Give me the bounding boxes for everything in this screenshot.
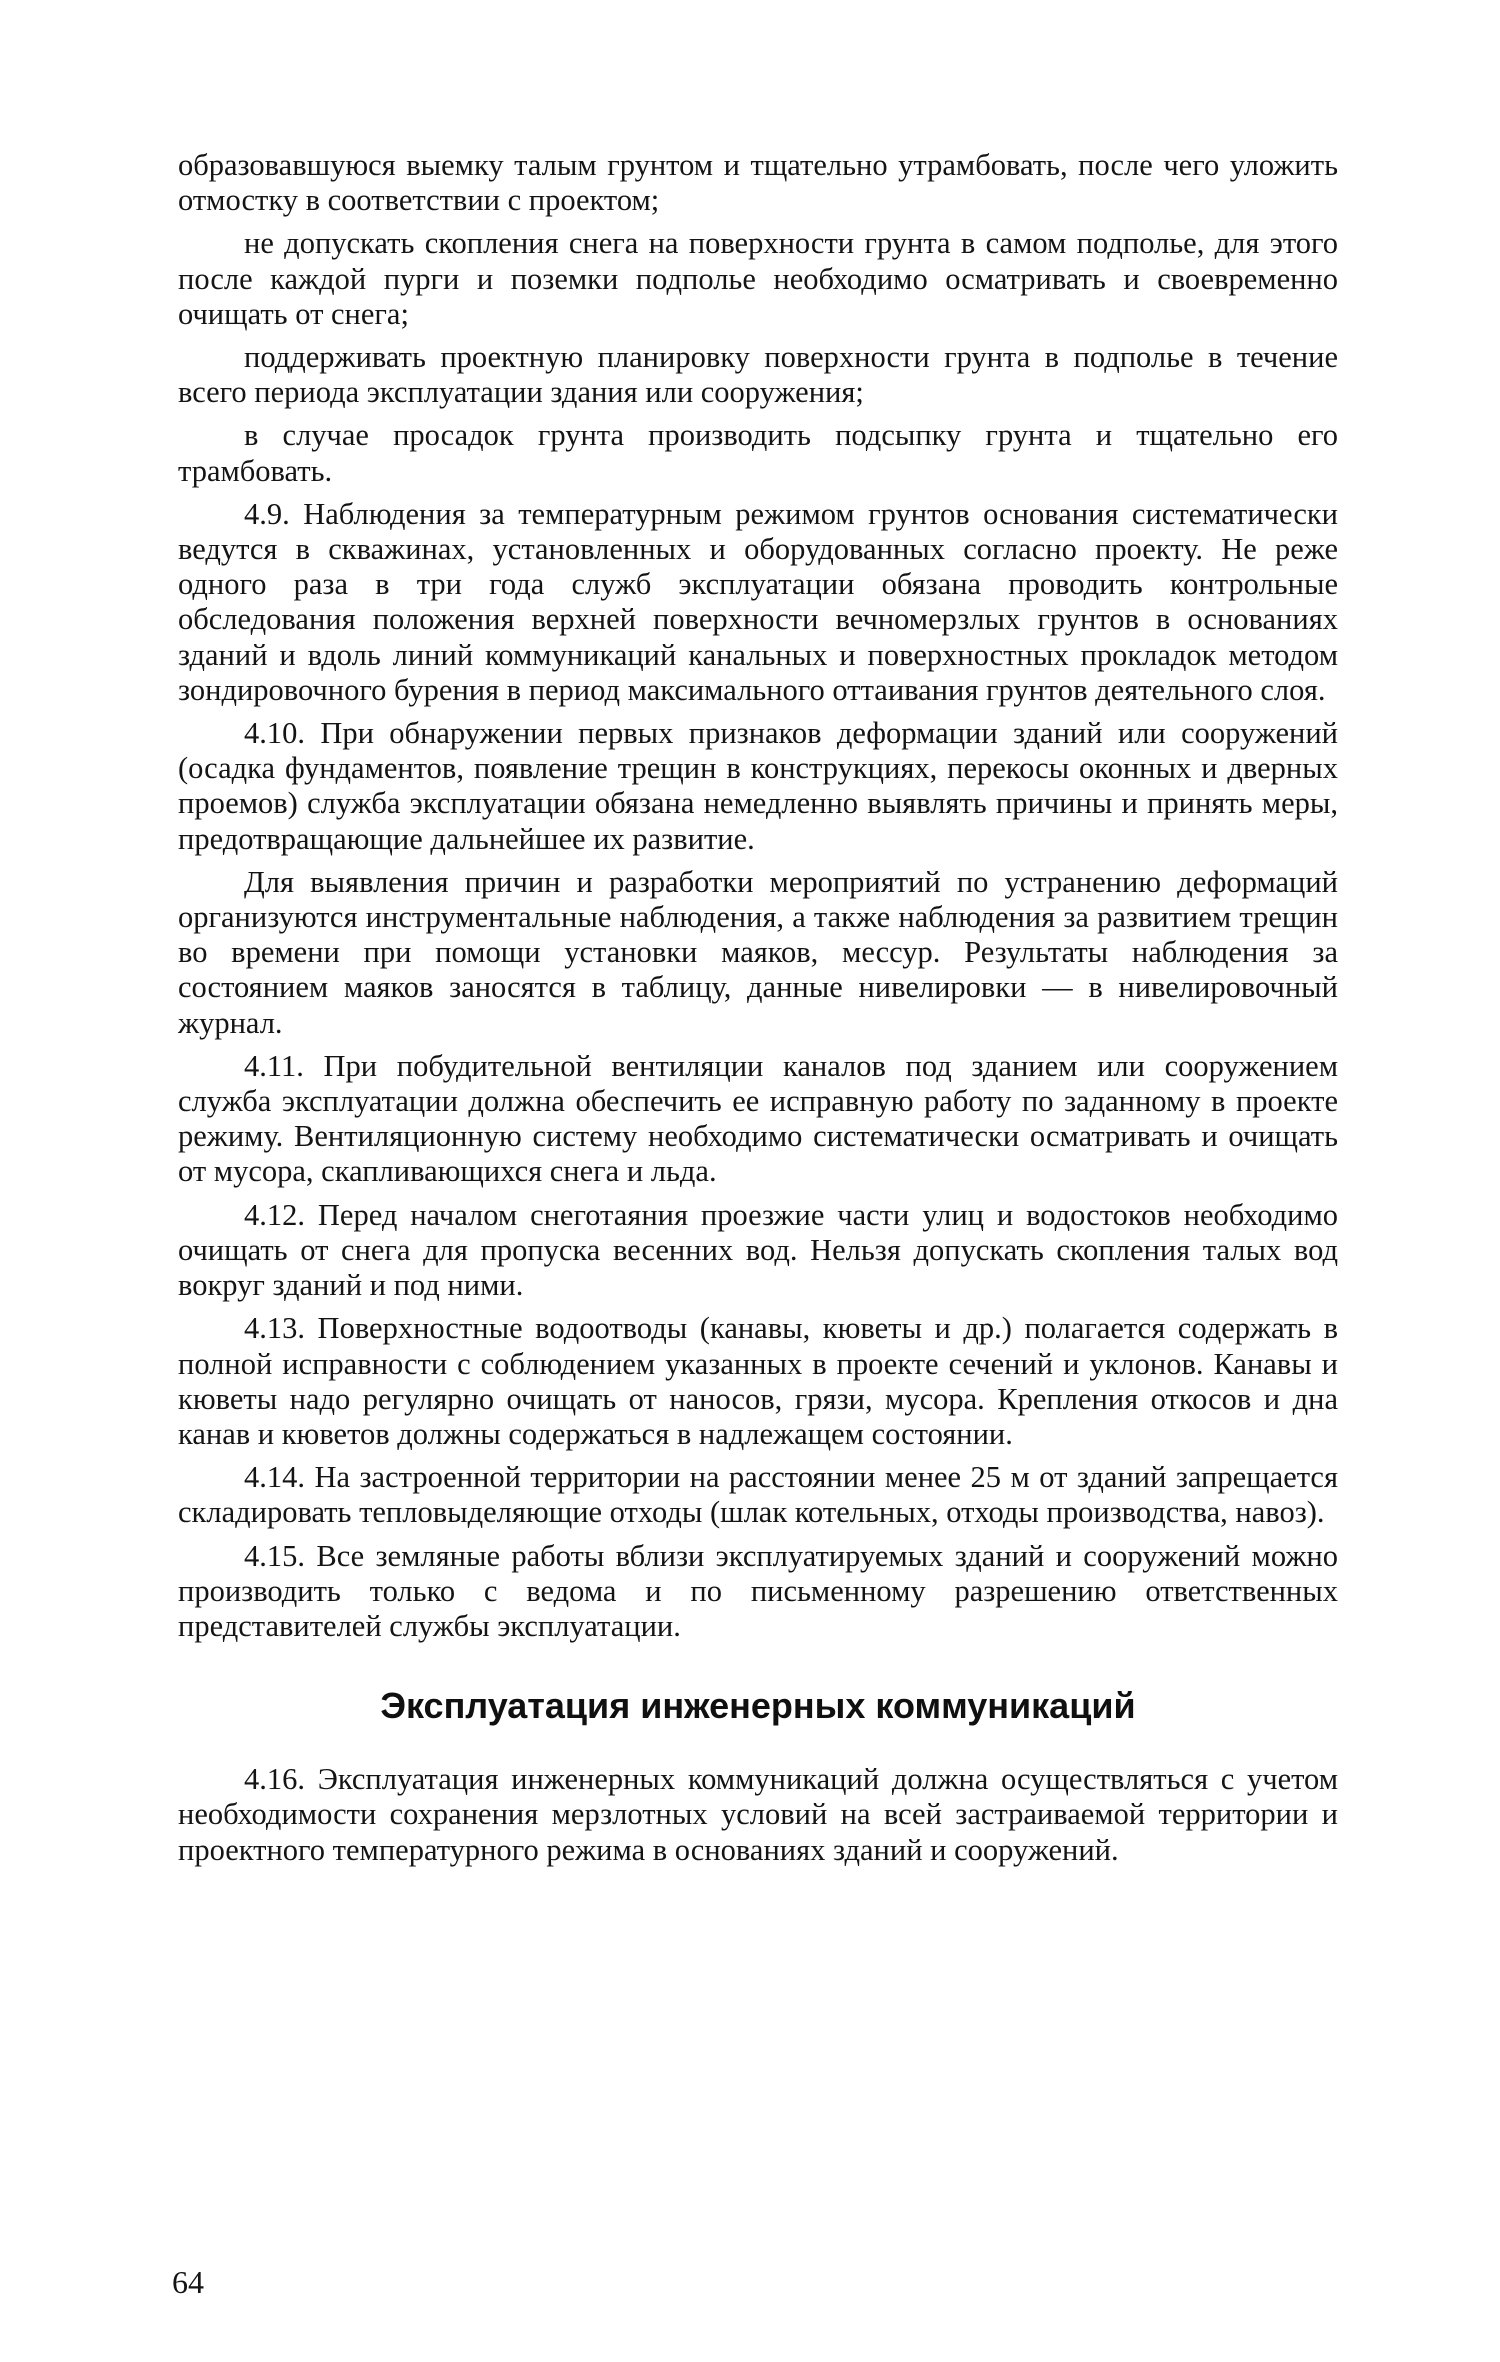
paragraph-planning: поддерживать проектную планировку поверхности грунта в подполье в течение всего периода эксплуатации здания или сооружения; xyxy=(178,340,1338,410)
clause-text: При побудительной вентиляции каналов под зданием или сооружением служба эксплуатации должна обеспечить ее исправную работу по заданному в проекте режиму. Вентиляционную систему необходимо систематически осматривать и очищать от мусора, скапливающихся снега и льда. xyxy=(178,1048,1339,1189)
paragraph-snow-accumulation: не допускать скопления снега на поверхности грунта в самом подполье, для этого после каждой пурги и поземки подполье необходимо осматривать и своевременно очищать от снега; xyxy=(178,226,1338,331)
clause-text: Все земляные работы вблизи эксплуатируемых зданий и сооружений можно производить только с ведома и по письменному разрешению ответственных представителей службы эксплуатации. xyxy=(178,1538,1338,1643)
clause-4-9 xyxy=(178,497,1338,708)
paragraph-subsidence: в случае просадок грунта производить подсыпку грунта и тщательно его трамбовать. xyxy=(178,418,1338,488)
clause-text: Поверхностные водоотводы (канавы, кюветы и др.) полагается содержать в полной исправности с соблюдением указанных в проекте сечений и уклонов. Канавы и кюветы надо регулярно очищать от наносов, грязи, мусора. Крепления откосов и дна канав и кюветов должны содержаться в надлежащем состоянии. xyxy=(178,1311,1339,1451)
clause-text: При обнаружении первых признаков деформации зданий или сооружений (осадка фундаментов, появление трещин в конструкциях, перекосы оконных и дверных проемов) служба эксплуатации обязана немедленно выявлять причины и принять меры, предотвращающие дальнейшее их развитие. xyxy=(178,716,1338,856)
paragraph-deformation-monitoring: Для выявления причин и разработки мероприятий по устранению деформаций организуются инструментальные наблюдения, а также наблюдения за развитием трещин во времени при помощи установки маяков, мессур. Результаты наблюдения за состоянием маяков заносятся в таблицу, данные нивелировки — в нивелировочный журнал. xyxy=(178,864,1338,1040)
clause-4-13 xyxy=(178,1311,1338,1452)
clause-4-10 xyxy=(178,716,1338,857)
clause-number: 4.9. xyxy=(244,496,290,531)
clause-number: 4.14. xyxy=(244,1460,305,1495)
clause-number: 4.15. xyxy=(244,1538,305,1573)
clause-4-15 xyxy=(178,1539,1338,1645)
clause-text: Перед началом снеготаяния проезжие части улиц и водостоков необходимо очищать от снега для пропуска весенних вод. Нельзя допускать скопления талых вод вокруг зданий и под ними. xyxy=(178,1197,1338,1303)
clause-number: 4.11. xyxy=(244,1048,304,1083)
clause-number: 4.10. xyxy=(244,716,305,751)
clause-number: 4.13. xyxy=(244,1311,305,1346)
paragraph-continuation: образовавшуюся выемку талым грунтом и тщательно утрамбовать, после чего уложить отмостку в соответствии с проектом; xyxy=(178,148,1338,218)
clause-4-12 xyxy=(178,1198,1338,1304)
clause-text: На застроенной территории на расстоянии менее 25 м от зданий запрещается складировать тепловыделяющие отходы (шлак котельных, отходы производства, навоз). xyxy=(178,1460,1338,1530)
page-number: 64 xyxy=(172,2264,204,2300)
clause-text: Наблюдения за температурным режимом грунтов основания систематически ведутся в скважинах, установленных и оборудованных согласно проекту. Не реже одного раза в три года служб эксплуатации обязана проводить контрольные обследования положения верхней поверхности вечномерзлых грунтов в основаниях зданий и вдоль линий коммуникаций канальных и поверхностных прокладок методом зондировочного бурения в период максимального оттаивания грунтов деятельного слоя. xyxy=(178,496,1338,707)
clause-text: Эксплуатация инженерных коммуникаций должна осуществляться с учетом необходимости сохранения мерзлотных условий на всей застраиваемой территории и проектного температурного режима в основаниях зданий и сооружений. xyxy=(178,1762,1339,1867)
document-page xyxy=(178,148,1338,1876)
clause-4-16 xyxy=(178,1762,1338,1868)
clause-4-14 xyxy=(178,1460,1338,1530)
clause-4-11 xyxy=(178,1049,1338,1190)
clause-number: 4.12. xyxy=(244,1197,305,1232)
section-heading: Эксплуатация инженерных коммуникаций xyxy=(380,1685,1136,1727)
clause-number: 4.16. xyxy=(244,1762,305,1797)
